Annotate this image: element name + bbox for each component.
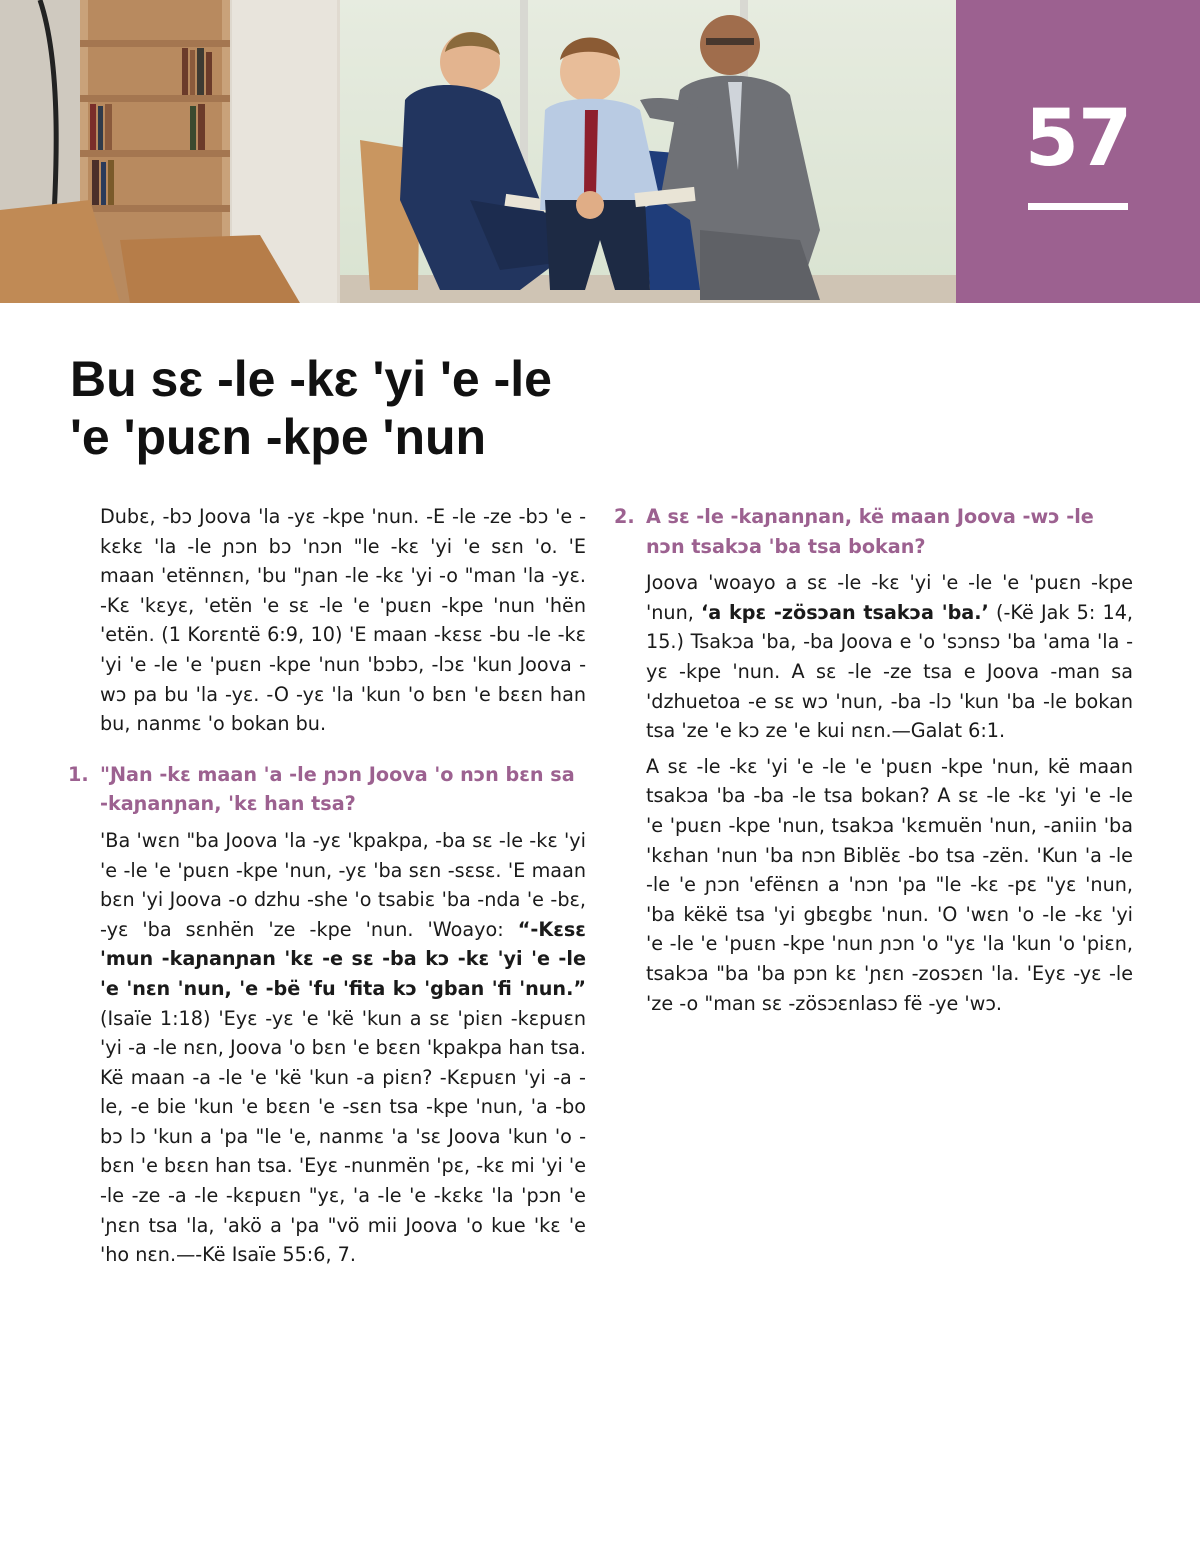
scripture-quote: ‘a kpɛ -zösɔan tsakɔa 'ba.’ xyxy=(701,600,989,624)
question-text: A sɛ -le -kaɲanɲan, kë maan Joova -wɔ -le nɔn tsakɔa 'ba tsa bokan? xyxy=(646,505,1094,558)
photo-illustration xyxy=(0,0,956,303)
answer-paragraph xyxy=(646,568,1133,746)
paragraph-text: A sɛ -le -kɛ 'yi 'e -le 'e 'puɛn -kpe 'nun, kë maan tsakɔa 'ba -ba -le tsa bokan? A sɛ -le -kɛ 'yi 'e -le 'e 'puɛn -kpe 'nun, tsakɔa 'kɛmuën 'nun, -aniin 'ba 'kɛhan 'nun 'ba nɔn Biblëɛ -bo tsa -zën. 'Kun 'a -le -le 'e ɲɔn 'efënɛn a 'nɔn 'pa "le -kɛ -pɛ "yɛ 'nun, 'ba këkë tsa 'yi gbɛgbɛ 'nun. 'O 'wɛn 'o -le -kɛ 'yi 'e -le 'e 'puɛn -kpe 'nun ɲɔn 'o "yɛ 'la 'kun 'o 'piɛn, tsakɔa "ba 'ba pɔn kɛ 'ɲɛn -zosɔɛn 'la. 'Eyɛ -yɛ -le 'ze -o "man sɛ -zösɔɛnlasɔ fë -ye 'wɔ. xyxy=(646,754,1133,1015)
paragraph-text: (-Kë Jak 5: 14, 15.) Tsakɔa 'ba, -ba Joova e 'o 'sɔnsɔ 'ba 'ama 'la -yɛ -kpe 'nun. A sɛ -le -ze tsa e Joova -man sa 'dzhuetoa -e sɛ wɔ 'nun, -ba -lɔ 'kun 'ba -le bokan tsa 'ze 'e kɔ ze 'e kui nɛn.—Galat 6:1. xyxy=(646,600,1134,743)
question-1 xyxy=(66,760,586,819)
answer-paragraph xyxy=(100,826,586,1270)
intro-paragraph: Dubɛ, -bɔ Joova 'la -yɛ -kpe 'nun. -E -le -ze -bɔ 'e -kɛkɛ 'la -le ɲɔn bɔ 'nɔn "le -kɛ 'yi 'e sɛn 'o. 'E maan 'etënnɛn, 'bu "ɲan -le -kɛ 'yi -o "man 'la -yɛ. -Kɛ 'kɛyɛ, 'etën 'e sɛ -le 'e 'puɛn -kpe 'nun 'hën 'etën. (1 Korɛntë 6:9, 10) 'E maan -kɛsɛ -bu -le -kɛ 'yi 'e -le 'e 'puɛn -kpe 'nun 'bɔbɔ, -lɔɛ 'kun Joova -wɔ pa bu 'la -yɛ. -O -yɛ 'la 'kun 'o bɛn 'e bɛɛn han bu, nanmɛ 'o bokan bu. xyxy=(100,505,586,736)
lesson-number-tab xyxy=(956,0,1200,303)
page-title-line-2: 'e 'puɛn -kpe 'nun xyxy=(70,409,487,465)
lesson-number-underline xyxy=(1028,203,1128,210)
page-title-line-1: Bu sɛ -le -kɛ 'yi 'e -le xyxy=(70,351,552,407)
paragraph-text: 'Ba 'wɛn "ba Joova 'la -yɛ 'kpakpa, -ba sɛ -le -kɛ 'yi 'e -le 'e 'puɛn -kpe 'nun, -yɛ 'ba sɛn -sɛsɛ. 'E maan bɛn 'yi Joova -o dzhu -she 'o tsabiɛ 'ba -nda 'e -bɛ, -yɛ 'ba sɛnhën 'ze -kpe 'nun. 'Woayo: xyxy=(100,828,586,941)
page-title xyxy=(70,350,830,466)
scripture-quote: “-Kɛsɛ 'mun -kaɲanɲan 'kɛ -e sɛ -ba kɔ -kɛ 'yi 'e -le 'e 'nɛn 'nun, 'e -bë 'fu 'fita kɔ 'gban 'fi 'nun.” xyxy=(100,917,586,1000)
left-column xyxy=(68,502,587,1270)
question-number: 1. xyxy=(68,762,89,786)
header-photo xyxy=(0,0,956,303)
question-text: "Ɲan -kɛ maan 'a -le ɲɔn Joova 'o nɔn bɛn sa -kaɲanɲan, 'kɛ han tsa? xyxy=(100,762,575,816)
right-column xyxy=(614,502,1134,1018)
question-2 xyxy=(612,502,1133,561)
question-number: 2. xyxy=(614,505,635,528)
answer-paragraph xyxy=(646,752,1133,1018)
lesson-number: 57 xyxy=(1024,94,1132,184)
paragraph-text: Joova 'woayo a sɛ -le -kɛ 'yi 'e -le 'e 'puɛn -kpe 'nun, xyxy=(646,571,1133,624)
paragraph-text: (Isaïe 1:18) 'Eyɛ -yɛ 'e 'kë 'kun a sɛ 'piɛn -kɛpuɛn 'yi -a -le nɛn, Joova 'o bɛn 'e bɛɛn 'kpakpa han tsa. Kë maan -a -le 'e 'kë 'kun -a piɛn? -Kɛpuɛn 'yi -a -le, -e bie 'kun 'e bɛɛn 'e -sɛn tsa -kpe 'nun, 'a -bo bɔ lɔ 'kun a 'pa "le 'e, nanmɛ 'a 'sɛ Joova 'kun 'o -bɛn 'e bɛɛn han tsa. 'Eyɛ -nunmën 'pɛ, -kɛ mi 'yi 'e -le -ze -a -le -kɛpuɛn "yɛ, 'a -le 'e -kɛkɛ 'la 'pɔn 'e 'ɲɛn tsa 'la, 'akö a 'pa "vö mii Joova 'o kue 'kɛ 'e 'ho nɛn.—-Kë Isaïe 55:6, 7. xyxy=(100,1006,587,1267)
